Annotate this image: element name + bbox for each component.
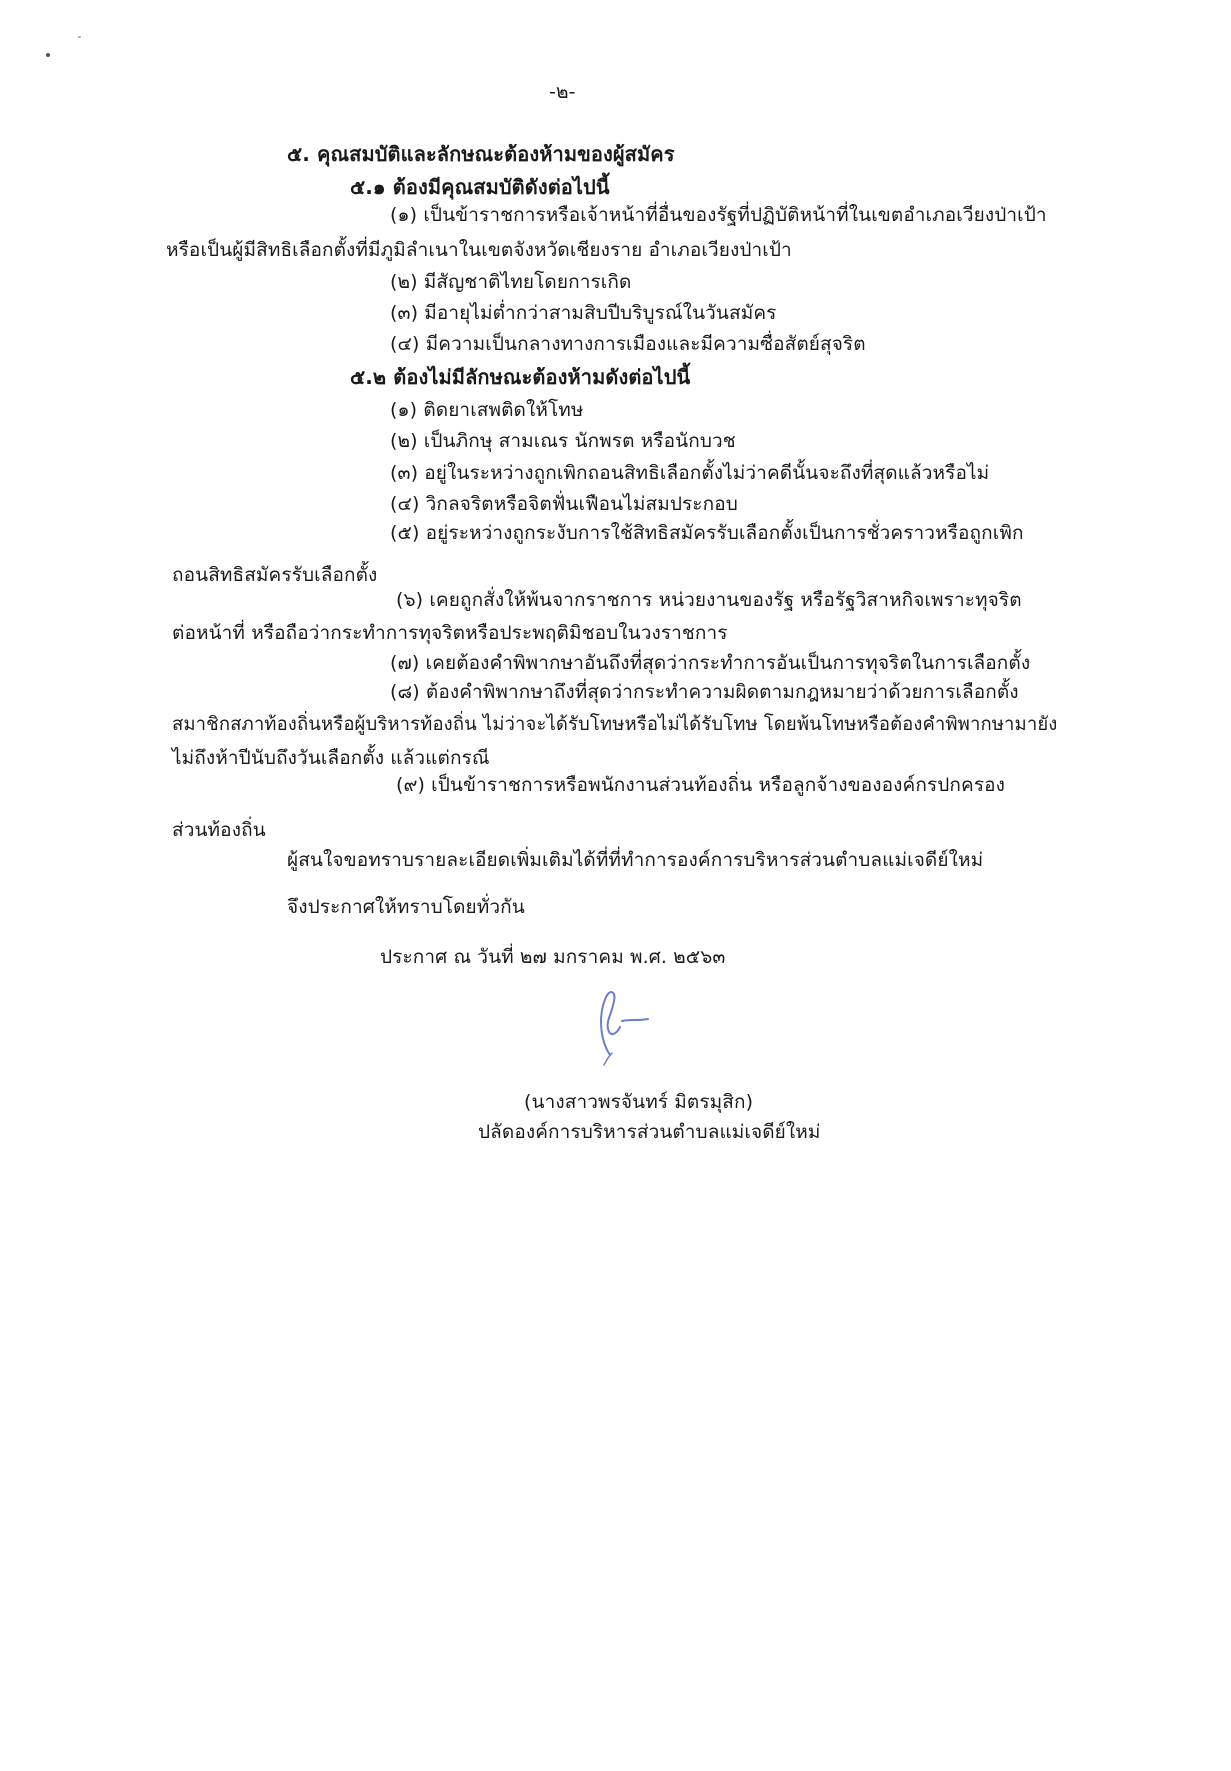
list-item: (๓) อยู่ในระหว่างถูกเพิกถอนสิทธิเลือกตั้งไม่ว่าคดีนั้นจะถึงที่สุดแล้วหรือไม่ <box>390 462 990 484</box>
list-item: (๒) มีสัญชาติไทยโดยการเกิด <box>390 271 632 293</box>
list-item: (๑) ติดยาเสพติดให้โทษ <box>390 399 584 421</box>
list-item-continuation: สมาชิกสภาท้องถิ่นหรือผู้บริหารท้องถิ่น ไม่ว่าจะได้รับโทษหรือไม่ได้รับโทษ โดยพ้นโทษหรือต้องคำพิพากษามายัง <box>172 714 1058 735</box>
list-item: (๑) เป็นข้าราชการหรือเจ้าหน้าที่อื่นของรัฐที่ปฏิบัติหน้าที่ในเขตอำเภอเวียงป่าเป้า <box>390 204 1047 226</box>
list-item-continuation: ส่วนท้องถิ่น <box>172 819 266 841</box>
signatory-name: (นางสาวพรจันทร์ มิตรมุสิก) <box>524 1091 754 1113</box>
announcement-date: ประกาศ ณ วันที่ ๒๗ มกราคม พ.ศ. ๒๕๖๓ <box>380 946 726 968</box>
announcement: จึงประกาศให้ทราบโดยทั่วกัน <box>287 896 525 918</box>
subsection-heading: ๕.๑ ต้องมีคุณสมบัติดังต่อไปนี้ <box>350 175 610 199</box>
list-item-continuation: ไม่ถึงห้าปีนับถึงวันเลือกตั้ง แล้วแต่กรณี <box>172 747 490 769</box>
list-item: (๔) มีความเป็นกลางทางการเมืองและมีความซื่อสัตย์สุจริต <box>390 333 866 355</box>
signature <box>592 985 662 1070</box>
list-item-continuation: ต่อหน้าที่ หรือถือว่ากระทำการทุจริตหรือประพฤติมิชอบในวงราชการ <box>172 622 728 644</box>
list-item: (๕) อยู่ระหว่างถูกระงับการใช้สิทธิสมัครรับเลือกตั้งเป็นการชั่วคราวหรือถูกเพิก <box>390 522 1024 544</box>
list-item: (๖) เคยถูกสั่งให้พ้นจากราชการ หน่วยงานของรัฐ หรือรัฐวิสาหกิจเพราะทุจริต <box>396 589 1022 611</box>
scan-speck <box>78 36 81 38</box>
list-item-continuation: หรือเป็นผู้มีสิทธิเลือกตั้งที่มีภูมิลำเนาในเขตจังหวัดเชียงราย อำเภอเวียงป่าเป้า <box>166 239 792 261</box>
section-heading: ๕. คุณสมบัติและลักษณะต้องห้ามของผู้สมัคร <box>287 142 675 166</box>
contact-info: ผู้สนใจขอทราบรายละเอียดเพิ่มเติมได้ที่ที่ทำการองค์การบริหารส่วนตำบลแม่เจดีย์ใหม่ <box>287 849 984 871</box>
signatory-position: ปลัดองค์การบริหารส่วนตำบลแม่เจดีย์ใหม่ <box>478 1121 821 1143</box>
list-item: (๒) เป็นภิกษุ สามเณร นักพรต หรือนักบวช <box>390 430 736 452</box>
list-item: (๔) วิกลจริตหรือจิตฟั่นเฟือนไม่สมประกอบ <box>390 493 738 515</box>
list-item: (๓) มีอายุไม่ต่ำกว่าสามสิบปีบริบูรณ์ในวันสมัคร <box>390 302 777 324</box>
list-item: (๗) เคยต้องคำพิพากษาอันถึงที่สุดว่ากระทำการอันเป็นการทุจริตในการเลือกตั้ง <box>390 652 1031 674</box>
list-item: (๘) ต้องคำพิพากษาถึงที่สุดว่ากระทำความผิดตามกฎหมายว่าด้วยการเลือกตั้ง <box>390 681 1019 703</box>
scan-speck <box>46 53 50 57</box>
subsection-heading: ๕.๒ ต้องไม่มีลักษณะต้องห้ามดังต่อไปนี้ <box>350 365 691 389</box>
list-item: (๙) เป็นข้าราชการหรือพนักงานส่วนท้องถิ่น หรือลูกจ้างขององค์กรปกครอง <box>396 774 1006 796</box>
list-item-continuation: ถอนสิทธิสมัครรับเลือกตั้ง <box>172 564 378 586</box>
page-number: -๒- <box>549 81 576 103</box>
